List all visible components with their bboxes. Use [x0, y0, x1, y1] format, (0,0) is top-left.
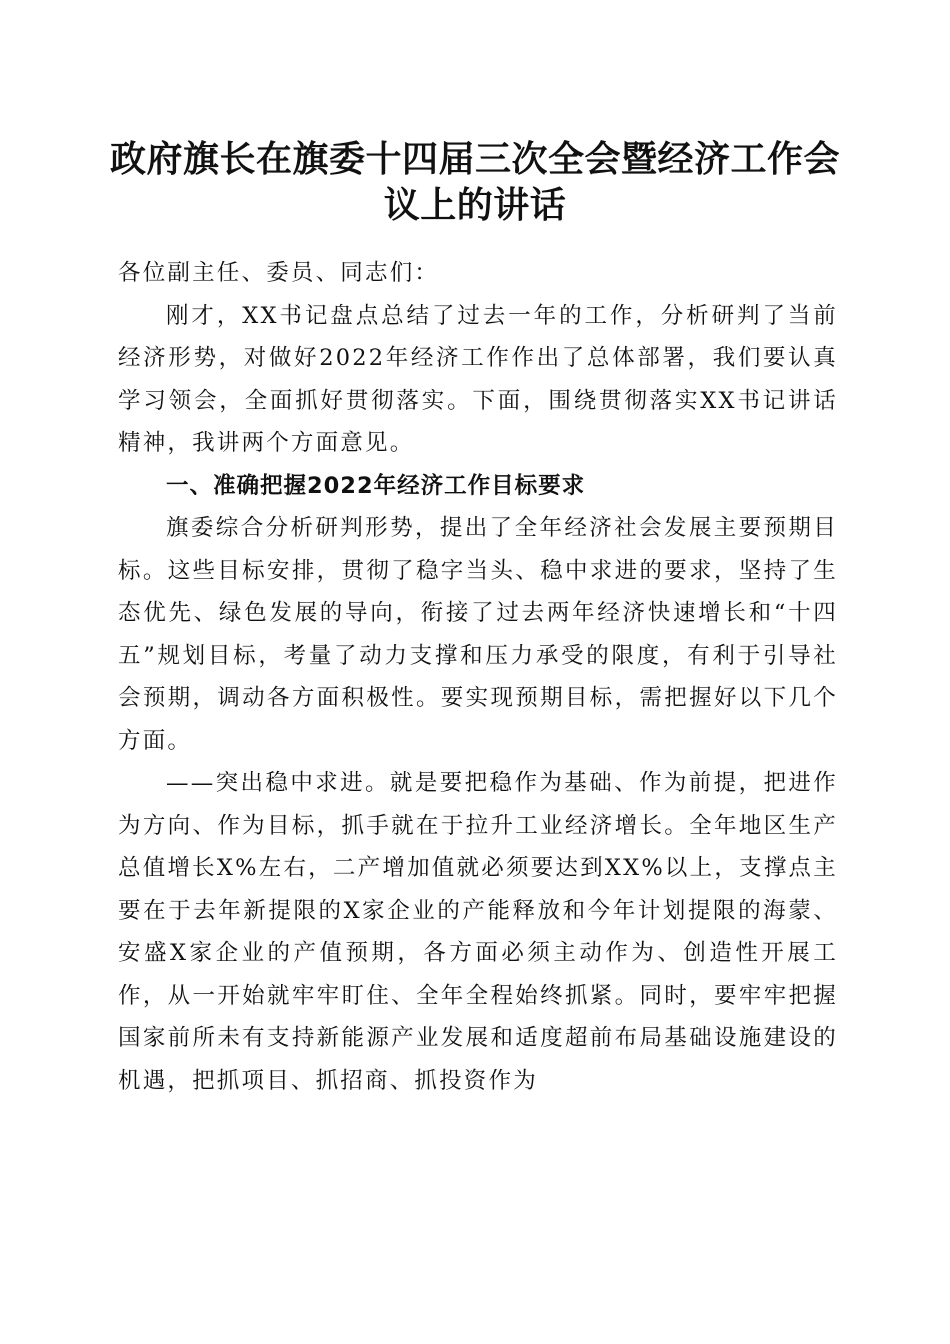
- paragraph-goals: 旗委综合分析研判形势，提出了全年经济社会发展主要预期目标。这些目标安排，贯彻了稳字当头、稳中求进的要求，坚持了生态优先、绿色发展的导向，衔接了过去两年经济快速增长和“十四五”规划目标，考量了动力支撑和压力承受的限度，有利于引导社会预期，调动各方面积极性。要实现预期目标，需把握好以下几个方面。: [118, 515, 838, 754]
- salutation: 各位副主任、委员、同志们：: [118, 260, 440, 286]
- title-line-1: 政府旗长在旗委十四届三次全会暨经济工作会: [109, 138, 840, 180]
- section-heading-1: 一、准确把握2022年经济工作目标要求: [166, 472, 586, 499]
- title-line-2: 议上的讲话: [383, 184, 567, 226]
- paragraph-opening: 刚才，XX书记盘点总结了过去一年的工作，分析研判了当前经济形势，对做好2022年经济工作作出了总体部署，我们要认真学习领会，全面抓好贯彻落实。下面，围绕贯彻落实XX书记讲话精神，我讲两个方面意见。: [118, 302, 838, 456]
- paragraph-stability: ——突出稳中求进。就是要把稳作为基础、作为前提，把进作为方向、作为目标，抓手就在于拉升工业经济增长。全年地区生产总值增长X%左右，二产增加值就必须要达到XX%以上，支撑点主要在于去年新提限的X家企业的产能释放和今年计划提限的海蒙、安盛X家企业的产值预期，各方面必须主动作为、创造性开展工作，从一开始就牢牢盯住、全年全程始终抓紧。同时，要牢牢把握国家前所未有支持新能源产业发展和适度超前布局基础设施建设的机遇，把抓项目、抓招商、抓投资作为: [118, 770, 838, 1094]
- document-title: [100, 136, 850, 228]
- document-body: [118, 252, 838, 1102]
